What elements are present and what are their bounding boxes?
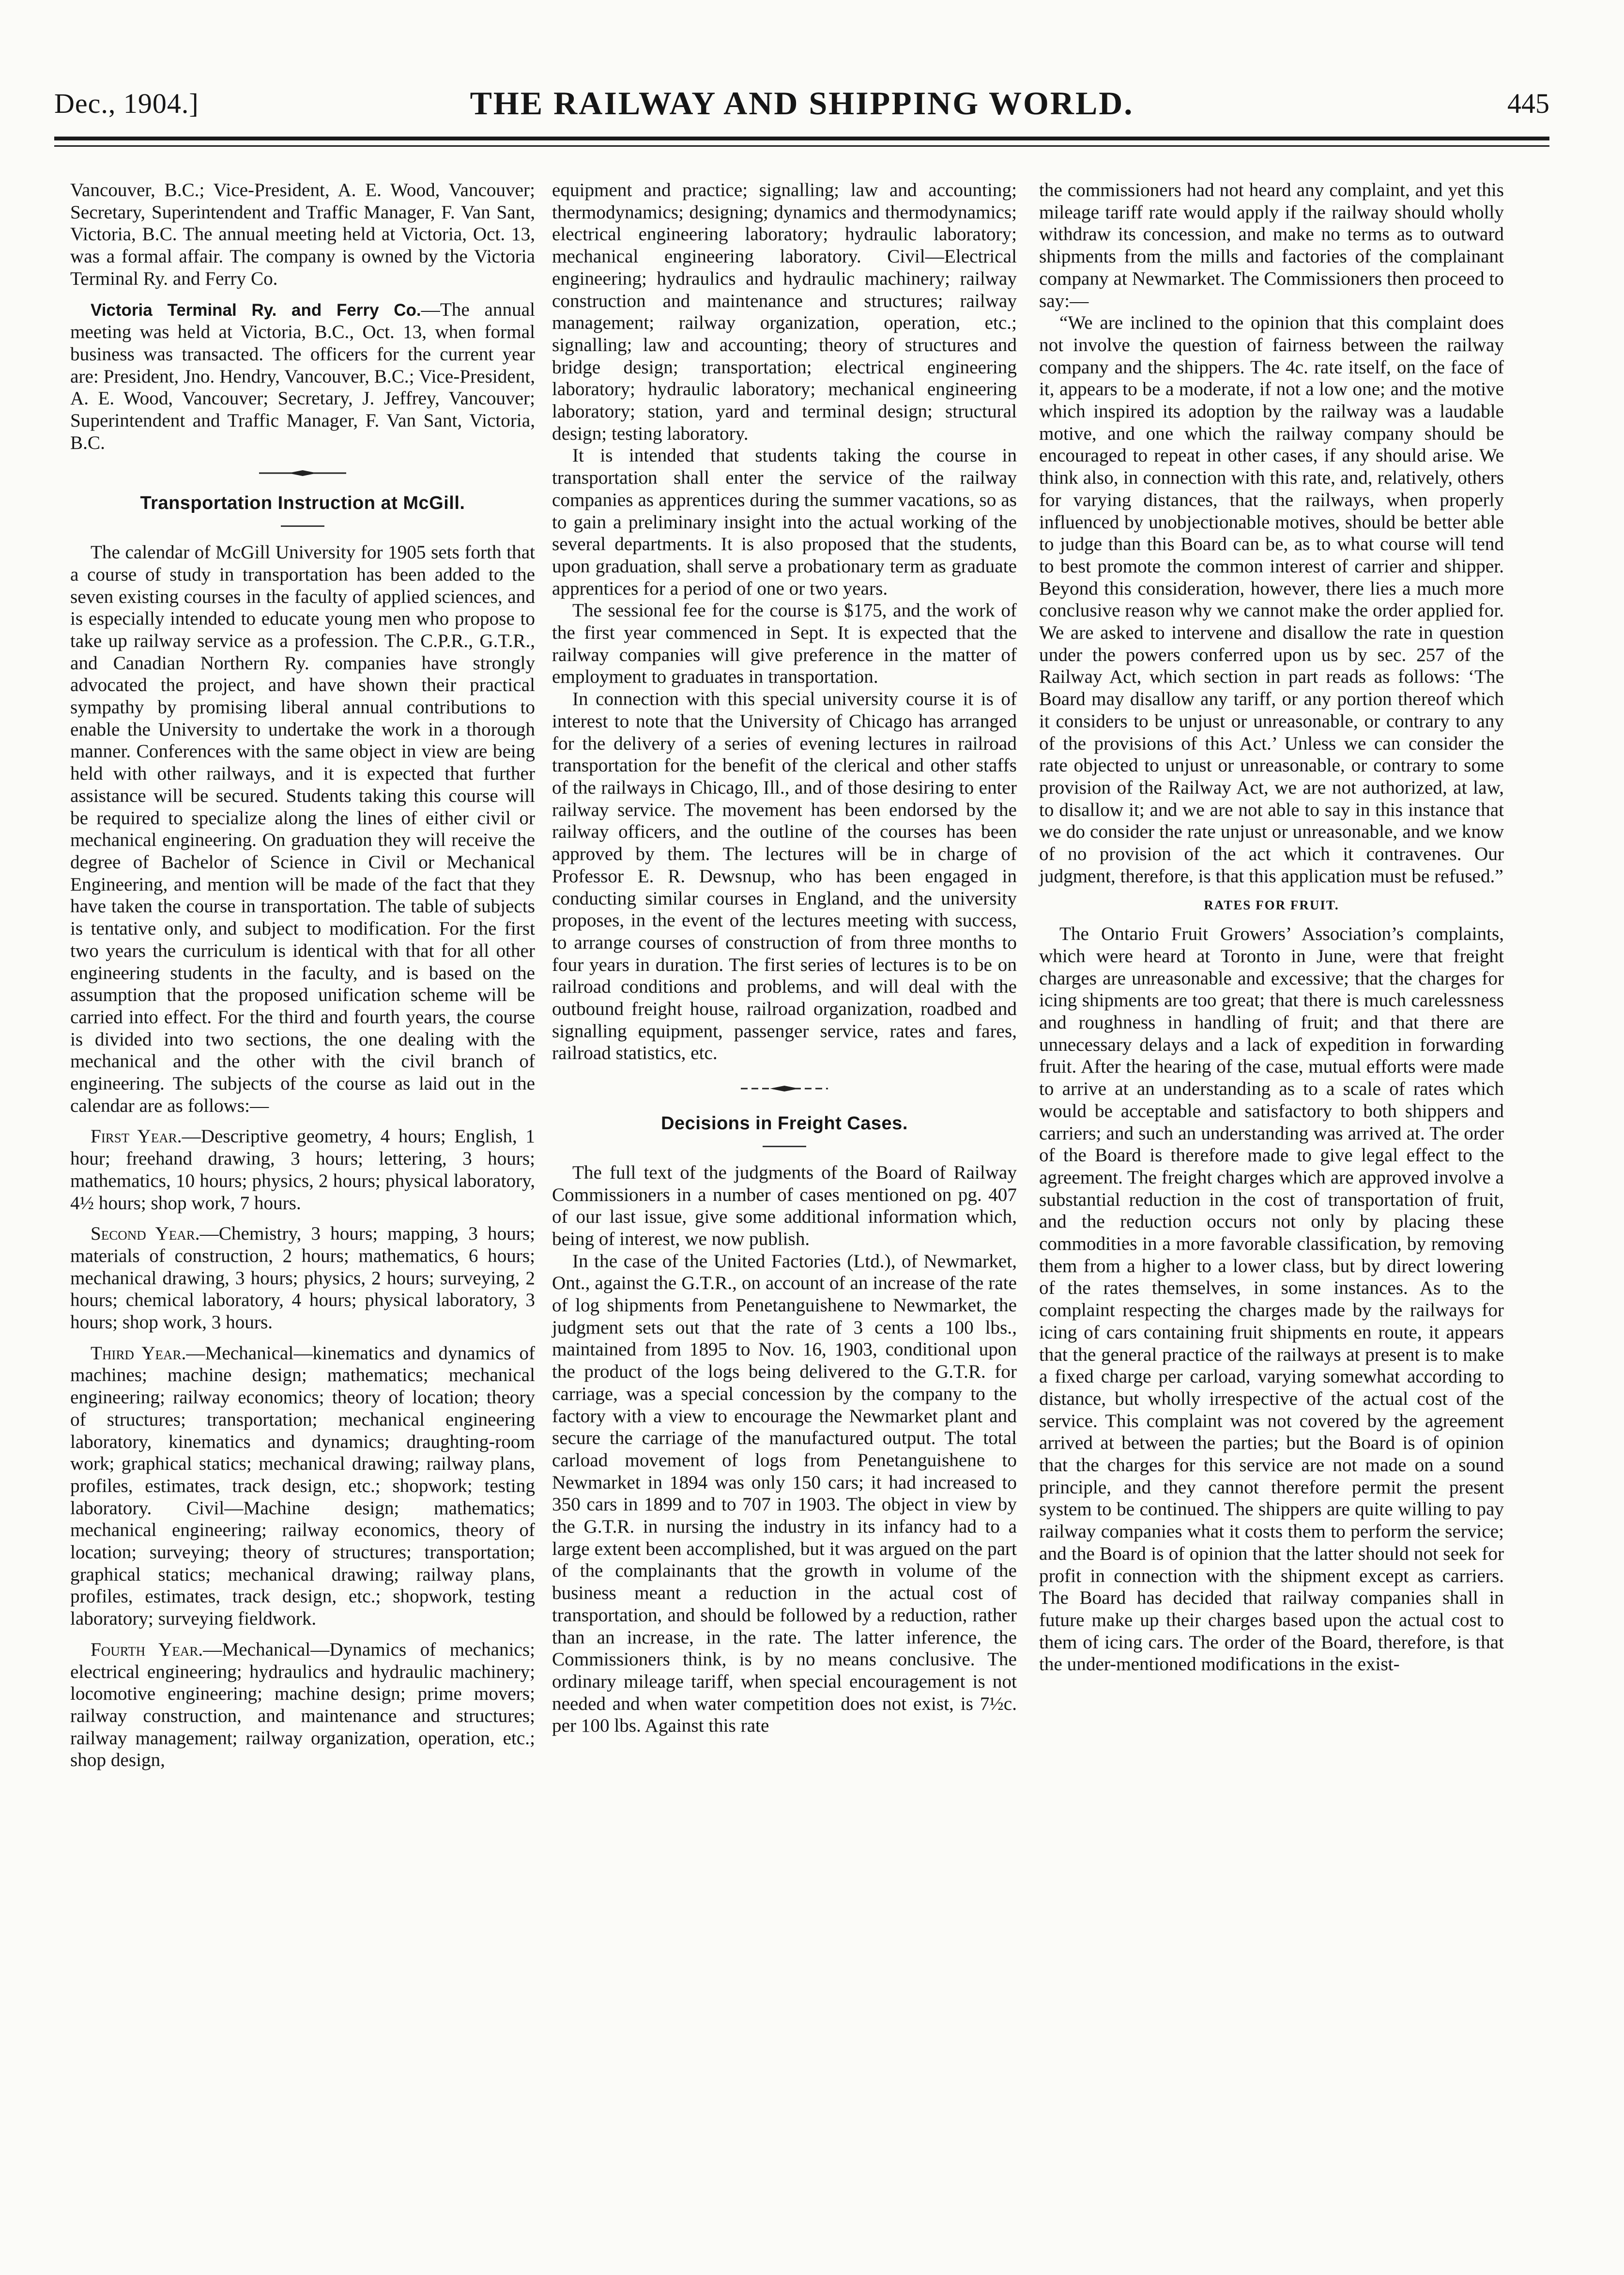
column-3 xyxy=(1039,179,1504,1676)
running-header xyxy=(54,87,1549,140)
section-divider-ornament xyxy=(70,454,535,492)
heading-rule xyxy=(281,525,324,527)
paragraph-sessional-fee: The sessional fee for the course is $175, and the work of the first year commenced in Sept. It is expected that the railway companies will give preference in the matter of employment to graduates in transportation. xyxy=(552,600,1017,688)
paragraph-victoria-terminal xyxy=(70,299,535,454)
paragraph-course-subjects-continued: equipment and practice; signalling; law and accounting; thermodynamics; designing; dynamics and thermodynamics; electrical engineering laboratory; hydraulic laboratory; mechanical engineering laboratory. Civil—Electrical engineering; hydraulics and hydraulic machinery; railway construction and maintenance and structures; railway management; railway organization, operation, etc.; signalling; law and accounting; theory of structures and bridge design; transportation; electrical engineering laboratory; hydraulic laboratory; mechanical engineering laboratory; station, yard and terminal design; structural design; testing laboratory. xyxy=(552,180,1017,444)
paragraph-newmarket-case: In the case of the United Factories (Ltd.), of Newmarket, Ont., against the G.T.R., on account of an increase of the rate of log shipments from Penetanguishene to Newmarket, the judgment sets out that the rate of 3 cents a 100 lbs., maintained from 1895 to Nov. 16, 1903, conditional upon the product of the logs being delivered to the G.T.R. for carriage, was a special concession by the company to the factory with a view to encourage the Newmarket plant and secure the carriage of the manufactured output. The total carload movement of logs from Penetanguishene to Newmarket in 1894 was only 150 cars; it had increased to 350 cars in 1899 and to 707 in 1903. The object in view by the G.T.R. in nursing the industry in its infancy had to a large extent been accomplished, but it was argued on the part of the complainants that the growth in volume of the business meant a reduction in the actual cost of transportation, and should be followed by a reduction, rather than an increase, in the rate. The latter inference, the Commissioners think, is by no means conclusive. The ordinary mileage tariff, when special encouragement is not needed and when water competition does not exist, is 7½c. per 100 lbs. Against this rate xyxy=(552,1250,1017,1737)
heading-transportation-instruction: Transportation Instruction at McGill. xyxy=(140,493,465,514)
paragraph-second-year xyxy=(70,1223,535,1334)
header-rule-thin xyxy=(54,145,1549,147)
paragraph-first-year xyxy=(70,1125,535,1214)
header-rule-thick xyxy=(54,137,1549,140)
first-year-text: —Descriptive geometry, 4 hours; English, 1 hour; freehand drawing, 3 hours; lettering, 3 hours; mathematics, 10 hours; physics, 2 hours; physical laboratory, 4½ hours; shop work, 7 hours. xyxy=(70,1126,535,1214)
third-year-text: —Mechanical—kinematics and dynamics of machines; machine design; mathematics; mechanical engineering; railway economics; theory of location; theory of structures; transportation; mechanical engineering laboratory, kinematics and dynamics; draughting-room work; graphical statics; mechanical drawing; railway plans, profiles, estimates, track design, etc.; shopwork; testing laboratory. Civil—Machine design; mathematics; mechanical engineering; railway economics, theory of location; surveying; theory of structures; transportation; graphical statics; mechanical drawing; railway plans, profiles, estimates, track design, etc.; shopwork, testing laboratory; surveying fieldwork. xyxy=(70,1342,536,1629)
second-year-text: —Chemistry, 3 hours; mapping, 3 hours; materials of construction, 2 hours; mathematics, 6 hours; mechanical drawing, 3 hours; physics, 2 hours; surveying, 2 hours; chemical laboratory, 4 hours; physical laboratory, 3 hours; shop work, 3 hours. xyxy=(70,1223,536,1333)
paragraph-commissioners-continued: the commissioners had not heard any complaint, and yet this mileage tariff rate would apply if the railway should wholly withdraw its concession, and make no terms as to outward shipments from the mills and factories of the complainant company at Newmarket. The Commissioners then proceed to say:— xyxy=(1039,180,1504,311)
fourth-year-label: Fourth Year. xyxy=(91,1639,203,1660)
paragraph-judgments-intro: The full text of the judgments of the Board of Railway Commissioners in a number of cases mentioned on pg. 407 of our last issue, give some additional information which, being of interest, we now publish. xyxy=(552,1162,1017,1249)
fourth-year-text: —Mechanical—Dynamics of mechanics; electrical engineering; hydraulics and hydraulic machinery; locomotive engineering; machine design; prime movers; railway construction, and maintenance and structures; railway management; railway organization, operation, etc.; shop design, xyxy=(70,1639,536,1771)
paragraph-mcgill-calendar: The calendar of McGill University for 1905 sets forth that a course of study in transportation has been added to the seven existing courses in the faculty of applied sciences, and is especially intended to educate young men who propose to take up railway service as a profession. The C.P.R., G.T.R., and Canadian Northern Ry. companies have strongly advocated the project, and have shown their practical sympathy by promising liberal annual contributions to enable the University to undertake the work in a thorough manner. Conferences with the same object in view are being held with other railways, and it is expected that further assistance will be secured. Students taking this course will be required to specialize along the lines of either civil or mechanical engineering. On graduation they will receive the degree of Bachelor of Science in Civil or Mechanical Engineering, and mention will be made of the fact that they have taken the course in transportation. The table of subjects is tentative only, and subject to modification. For the first two years the curriculum is identical with that for all other engineering students in the faculty, and is based on the assumption that the proposed unification scheme will be carried into effect. For the third and fourth years, the course is divided into two sections, the one dealing with the mechanical and the other with the civil branch of engineering. The subjects of the course as laid out in the calendar are as follows:— xyxy=(70,542,535,1116)
paragraph-commissioners-quote: “We are inclined to the opinion that this complaint does not involve the question of fairness between the railway company and the shippers. The 4c. rate itself, on the face of it, appears to be a moderate, if not a low one; and the motive which inspired its adoption by the railway was a laudable motive, and one which the railway company should be encouraged to repeat in other cases, if any should arise. We think also, in connection with this rate, and, relatively, others for varying distances, that the railways, when properly influenced by unobjectionable motives, should be better able to judge than this Board can be, as to what course will tend to best promote the common interest of carrier and shipper. Beyond this consideration, however, there lies a much more conclusive reason why we cannot make the order applied for. We are asked to intervene and disallow the rate in question under the powers conferred upon us by sec. 257 of the Railway Act, which section in part reads as follows: ‘The Board may disallow any tariff, or any portion thereof which it considers to be unjust or unreasonable, or contrary to any of the provisions of this Act.’ Unless we can consider the rate objected to unjust or unreasonable, or contrary to some provision of the Railway Act, we are not authorized, at law, to disallow it; and we are not able to say in this instance that we do consider the rate unjust or unreasonable, and we know of no provision of the act which it contravenes. Our judgment, therefore, is that this application must be refused.” xyxy=(1039,312,1504,887)
third-year-label: Third Year. xyxy=(91,1342,186,1364)
section-divider-ornament xyxy=(552,1064,1017,1113)
first-year-label: First Year. xyxy=(91,1126,182,1147)
victoria-terminal-text: —The annual meeting was held at Victoria, B.C., Oct. 13, when formal business was transacted. The officers for the current year are: President, Jno. Hendry, Vancouver, B.C.; Vice-President, A. E. Wood, Vancouver; Secretary, J. Jeffrey, Vancouver; Superintendent and Traffic Manager, F. Van Sant, Victoria, B.C. xyxy=(70,299,535,453)
paragraph-fruit-growers: The Ontario Fruit Growers’ Association’s complaints, which were heard at Toronto in June, were that freight charges are unreasonable and excessive; that the charges for icing shipments are too great; that there is much carelessness and roughness in handling of fruit; and that there are unnecessary delays and a lack of expedition in forwarding fruit. After the hearing of the case, mutual efforts were made to arrive at an understanding as to a scale of rates which would be acceptable and satisfactory to both shippers and carriers; and such an understanding was arrived at. The order of the Board is therefore made to give legal effect to the agreement. The freight charges which are approved involve a substantial reduction in the cost of transportation of fruit, and the reduction occurs not only by placing these commodities in a more favorable classification, by removing them from a higher to a lower class, but by direct lowering of the rates themselves, in some instances. As to the complaint respecting the charges made by the railways for icing of cars containing fruit shipments en route, it appears that the general practice of the railways at present is to make a fixed charge per carload, varying somewhat according to distance, but wholly irrespective of the actual cost of the service. This complaint was not covered by the agreement arrived at between the parties; but the Board is of opinion that the charges for this service are not made on a sound principle, and they cannot therefore permit the present system to be continued. The shippers are quite willing to pay railway companies what it costs them to perform the service; and the Board is of opinion that the latter should not seek for profit in connection with the shipment except as carriers. The Board has decided that railway companies shall in future make up their charges based upon the actual cost to them of icing cars. The order of the Board, therefore, is that the under-mentioned modifications in the exist- xyxy=(1039,923,1504,1675)
paragraph-apprentices: It is intended that students taking the course in transportation shall enter the service of the railway companies as apprentices during the summer vacations, so as to gain a preliminary insight into the actual working of the several departments. It is also proposed that the students, upon graduation, shall serve a probationary term as graduate apprentices for a period of one or two years. xyxy=(552,445,1017,599)
heading-rule xyxy=(763,1146,806,1147)
paragraph-chicago-lectures: In connection with this special university course it is of interest to note that the University of Chicago has arranged for the delivery of a series of evening lectures in railroad transportation for the benefit of the clerical and other staffs of the railways in Chicago, Ill., and of those desiring to enter railway service. The movement has been endorsed by the railway officers, and the outline of the courses has been approved by them. The lectures will be in charge of Professor E. R. Dewsnup, who has been engaged in conducting similar courses in England, and the university proposes, in the event of the lectures meeting with success, to arrange courses of construction of from three months to four years in duration. The first series of lectures is to be on railroad conditions and problems, and will deal with the outbound freight house, railroad organization, roadbed and signalling equipment, passenger service, rates and fares, railroad statistics, etc. xyxy=(552,689,1017,1064)
journal-title: THE RAILWAY AND SHIPPING WORLD. xyxy=(470,85,1134,122)
paragraph-vancouver-officers: Vancouver, B.C.; Vice-President, A. E. Wood, Vancouver; Secretary, Superintendent and Traffic Manager, F. Van Sant, Victoria, B.C. The annual meeting held at Victoria, Oct. 13, was a formal affair. The company is owned by the Victoria Terminal Ry. and Ferry Co. xyxy=(70,180,535,289)
paragraph-third-year xyxy=(70,1342,535,1630)
issue-date: Dec., 1904.] xyxy=(54,88,199,119)
heading-decisions-freight-cases: Decisions in Freight Cases. xyxy=(661,1113,908,1134)
column-1 xyxy=(70,179,535,1771)
victoria-terminal-runin-head: Victoria Terminal Ry. and Ferry Co. xyxy=(91,300,421,320)
column-2 xyxy=(552,179,1017,1737)
paragraph-fourth-year xyxy=(70,1639,535,1771)
subheading-rates-for-fruit: RATES FOR FRUIT. xyxy=(1204,897,1339,912)
second-year-label: Second Year. xyxy=(91,1223,200,1245)
page-number: 445 xyxy=(1507,88,1549,119)
